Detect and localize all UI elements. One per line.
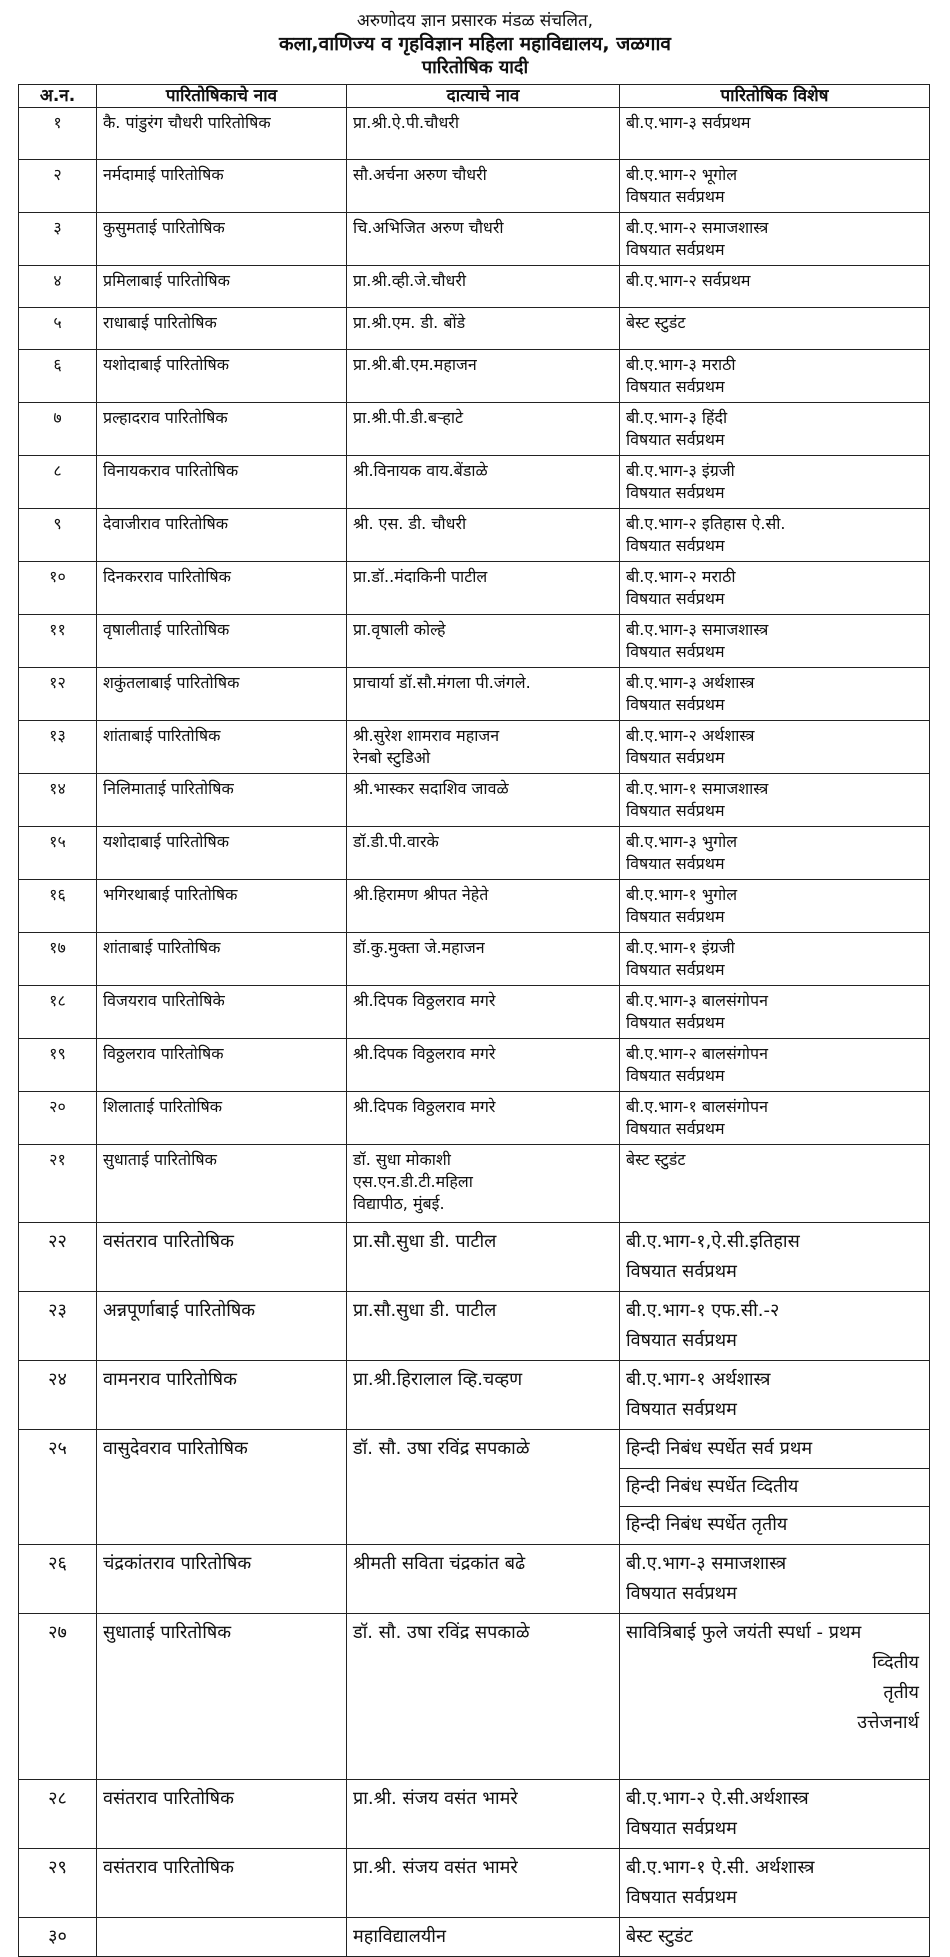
detail-line: बी.ए.भाग-२ सर्वप्रथम bbox=[626, 271, 751, 290]
prize-detail bbox=[620, 1918, 930, 1957]
donor-line: डॉ. सौ. उषा रविंद्र सपकाळे bbox=[353, 1622, 530, 1643]
col-header-prize-name: पारितोषिकाचे नाव bbox=[97, 85, 347, 108]
donor-name bbox=[347, 562, 620, 615]
table-row bbox=[19, 350, 930, 403]
detail-line: बी.ए.भाग-३ अर्थशास्त्र bbox=[626, 673, 755, 692]
prize-name: वामनराव पारितोषिक bbox=[97, 1361, 347, 1430]
serial-number: १५ bbox=[19, 827, 97, 880]
donor-name bbox=[347, 1614, 620, 1780]
prize-name: वसंतराव पारितोषिक bbox=[97, 1849, 347, 1918]
prize-name: वसंतराव पारितोषिक bbox=[97, 1780, 347, 1849]
prize-name: वासुदेवराव पारितोषिक bbox=[97, 1430, 347, 1545]
detail-line: विषयात सर्वप्रथम bbox=[626, 483, 725, 502]
prize-detail bbox=[620, 456, 930, 509]
donor-line: श्री.दिपक विठ्ठलराव मगरे bbox=[353, 991, 496, 1010]
prize-detail bbox=[620, 266, 930, 308]
detail-line: बी.ए.भाग-२ अर्थशास्त्र bbox=[626, 726, 755, 745]
donor-name bbox=[347, 403, 620, 456]
serial-number: २ bbox=[19, 160, 97, 213]
table-row bbox=[19, 827, 930, 880]
donor-line: प्रा.श्री.हिरालाल व्हि.चव्हण bbox=[353, 1369, 523, 1390]
prize-detail bbox=[620, 1092, 930, 1145]
detail-line: बी.ए.भाग-१ समाजशास्त्र bbox=[626, 779, 769, 798]
detail-line: तृतीय bbox=[883, 1682, 919, 1703]
table-row bbox=[19, 615, 930, 668]
table-row bbox=[19, 1361, 930, 1430]
prize-detail bbox=[620, 350, 930, 403]
table-body bbox=[19, 108, 930, 1957]
donor-line: डॉ.कु.मुक्ता जे.महाजन bbox=[353, 938, 485, 957]
detail-line: विषयात सर्वप्रथम bbox=[626, 907, 725, 926]
detail-line: बी.ए.भाग-१ ऐ.सी. अर्थशास्त्र bbox=[626, 1857, 815, 1878]
prize-name: यशोदाबाई पारितोषिक bbox=[97, 350, 347, 403]
detail-line: विषयात सर्वप्रथम bbox=[626, 1066, 725, 1085]
detail-line: विषयात सर्वप्रथम bbox=[626, 240, 725, 259]
serial-number: १९ bbox=[19, 1039, 97, 1092]
detail-line: हिन्दी निबंध स्पर्धेत व्दितीय bbox=[620, 1468, 929, 1502]
detail-line: विषयात सर्वप्रथम bbox=[626, 960, 725, 979]
serial-number: १६ bbox=[19, 880, 97, 933]
donor-name bbox=[347, 668, 620, 721]
serial-number: २२ bbox=[19, 1223, 97, 1292]
serial-number: ६ bbox=[19, 350, 97, 403]
prize-detail bbox=[620, 1145, 930, 1223]
donor-line: प्रा.श्री. संजय वसंत भामरे bbox=[353, 1788, 518, 1809]
detail-line: विषयात सर्वप्रथम bbox=[626, 854, 725, 873]
detail-line: बी.ए.भाग-२ बालसंगोपन bbox=[626, 1044, 768, 1063]
donor-line: श्री.विनायक वाय.बेंडाळे bbox=[353, 461, 488, 480]
donor-line: श्री.दिपक विठ्ठलराव मगरे bbox=[353, 1044, 496, 1063]
serial-number: २३ bbox=[19, 1292, 97, 1361]
prize-detail bbox=[620, 1849, 930, 1918]
serial-number: १२ bbox=[19, 668, 97, 721]
table-row bbox=[19, 562, 930, 615]
prize-detail bbox=[620, 562, 930, 615]
donor-name bbox=[347, 213, 620, 266]
donor-line: श्री.भास्कर सदाशिव जावळे bbox=[353, 779, 509, 798]
table-row bbox=[19, 1918, 930, 1957]
serial-number: २९ bbox=[19, 1849, 97, 1918]
detail-line: विषयात सर्वप्रथम bbox=[626, 187, 725, 206]
serial-number: २० bbox=[19, 1092, 97, 1145]
prize-name: चंद्रकांतराव पारितोषिक bbox=[97, 1545, 347, 1614]
detail-line: विषयात सर्वप्रथम bbox=[626, 1330, 737, 1351]
detail-line: बी.ए.भाग-१ बालसंगोपन bbox=[626, 1097, 768, 1116]
donor-line: प्रा.सौ.सुधा डी. पाटील bbox=[353, 1300, 497, 1321]
prize-name: निलिमाताई पारितोषिक bbox=[97, 774, 347, 827]
detail-line: बेस्ट स्टुडंट bbox=[626, 313, 686, 332]
serial-number: २१ bbox=[19, 1145, 97, 1223]
college-name: कला,वाणिज्य व गृहविज्ञान महिला महाविद्यालय, जळगाव bbox=[279, 33, 671, 55]
donor-line: श्री.सुरेश शामराव महाजन bbox=[353, 726, 500, 745]
detail-line: बी.ए.भाग-१,ऐ.सी.इतिहास bbox=[626, 1231, 800, 1252]
serial-number: २६ bbox=[19, 1545, 97, 1614]
prize-detail bbox=[620, 1430, 930, 1545]
donor-line: प्रा.श्री. संजय वसंत भामरे bbox=[353, 1857, 518, 1878]
table-row bbox=[19, 774, 930, 827]
detail-line: बी.ए.भाग-१ भुगोल bbox=[626, 885, 738, 904]
table-row bbox=[19, 213, 930, 266]
donor-name bbox=[347, 1092, 620, 1145]
serial-number: ३० bbox=[19, 1918, 97, 1957]
detail-line: बी.ए.भाग-३ हिंदी bbox=[626, 408, 728, 427]
prize-detail bbox=[620, 933, 930, 986]
table-row bbox=[19, 266, 930, 308]
detail-line: सावित्रिबाई फुले जयंती स्पर्धा - प्रथम bbox=[626, 1622, 862, 1643]
prize-name: प्रमिलाबाई पारितोषिक bbox=[97, 266, 347, 308]
donor-name bbox=[347, 160, 620, 213]
detail-line: बी.ए.भाग-३ इंग्रजी bbox=[626, 461, 735, 480]
serial-number: ११ bbox=[19, 615, 97, 668]
table-row bbox=[19, 403, 930, 456]
prize-name: शिलाताई पारितोषिक bbox=[97, 1092, 347, 1145]
prize-name: अन्नपूर्णाबाई पारितोषिक bbox=[97, 1292, 347, 1361]
detail-line: बी.ए.भाग-१ इंग्रजी bbox=[626, 938, 735, 957]
donor-line: चि.अभिजित अरुण चौधरी bbox=[353, 218, 504, 237]
serial-number: २५ bbox=[19, 1430, 97, 1545]
prize-name: नर्मदामाई पारितोषिक bbox=[97, 160, 347, 213]
serial-number: १० bbox=[19, 562, 97, 615]
donor-name bbox=[347, 266, 620, 308]
prize-detail bbox=[620, 721, 930, 774]
prize-name: राधाबाई पारितोषिक bbox=[97, 308, 347, 350]
donor-line: सौ.अर्चना अरुण चौधरी bbox=[353, 165, 487, 184]
detail-line: बी.ए.भाग-३ समाजशास्त्र bbox=[626, 620, 769, 639]
table-row bbox=[19, 1545, 930, 1614]
prize-detail bbox=[620, 986, 930, 1039]
detail-line: बी.ए.भाग-२ इतिहास ऐ.सी. bbox=[626, 514, 786, 533]
donor-name bbox=[347, 615, 620, 668]
detail-line: बेस्ट स्टुडंट bbox=[626, 1150, 686, 1169]
detail-line: बेस्ट स्टुडंट bbox=[626, 1926, 693, 1947]
detail-line: विषयात सर्वप्रथम bbox=[626, 1261, 737, 1282]
serial-number: ९ bbox=[19, 509, 97, 562]
prize-name bbox=[97, 1918, 347, 1957]
table-row bbox=[19, 1092, 930, 1145]
prize-name: विनायकराव पारितोषिक bbox=[97, 456, 347, 509]
serial-number: १३ bbox=[19, 721, 97, 774]
prize-detail bbox=[620, 668, 930, 721]
detail-line: विषयात सर्वप्रथम bbox=[626, 536, 725, 555]
detail-line: बी.ए.भाग-२ भूगोल bbox=[626, 165, 738, 184]
detail-line: विषयात सर्वप्रथम bbox=[626, 430, 725, 449]
donor-line: प्रा.श्री.पी.डी.बऱ्हाटे bbox=[353, 408, 464, 427]
table-row bbox=[19, 1223, 930, 1292]
prize-name: वसंतराव पारितोषिक bbox=[97, 1223, 347, 1292]
detail-line: विषयात सर्वप्रथम bbox=[626, 1399, 737, 1420]
donor-name bbox=[347, 1430, 620, 1545]
document-header bbox=[0, 0, 950, 79]
prize-detail bbox=[620, 213, 930, 266]
prize-detail bbox=[620, 403, 930, 456]
serial-number: ४ bbox=[19, 266, 97, 308]
prize-detail bbox=[620, 1545, 930, 1614]
col-header-prize-detail: पारितोषिक विशेष bbox=[620, 85, 930, 108]
donor-line: महाविद्यालयीन bbox=[353, 1926, 446, 1947]
serial-number: ५ bbox=[19, 308, 97, 350]
detail-line: बी.ए.भाग-३ बालसंगोपन bbox=[626, 991, 768, 1010]
detail-line: बी.ए.भाग-१ अर्थशास्त्र bbox=[626, 1369, 771, 1390]
prize-name: सुधाताई पारितोषिक bbox=[97, 1145, 347, 1223]
prize-detail bbox=[620, 1039, 930, 1092]
detail-line: विषयात सर्वप्रथम bbox=[626, 589, 725, 608]
detail-line: बी.ए.भाग-३ सर्वप्रथम bbox=[626, 113, 751, 132]
detail-line: बी.ए.भाग-१ एफ.सी.-२ bbox=[626, 1300, 780, 1321]
prize-name: कै. पांडुरंग चौधरी पारितोषिक bbox=[97, 108, 347, 160]
donor-name bbox=[347, 774, 620, 827]
donor-line: श्री. एस. डी. चौधरी bbox=[353, 514, 467, 533]
table-row bbox=[19, 456, 930, 509]
detail-line: बी.ए.भाग-३ समाजशास्त्र bbox=[626, 1553, 787, 1574]
detail-line: विषयात सर्वप्रथम bbox=[626, 695, 725, 714]
prize-detail bbox=[620, 509, 930, 562]
donor-name bbox=[347, 1039, 620, 1092]
donor-line: प्रा.श्री.ऐ.पी.चौधरी bbox=[353, 113, 459, 132]
table-row bbox=[19, 160, 930, 213]
donor-line: प्राचार्या डॉ.सौ.मंगला पी.जंगले. bbox=[353, 673, 531, 692]
detail-line: विषयात सर्वप्रथम bbox=[626, 1887, 737, 1908]
prize-detail bbox=[620, 1361, 930, 1430]
prize-name: यशोदाबाई पारितोषिक bbox=[97, 827, 347, 880]
table-row bbox=[19, 986, 930, 1039]
table-row bbox=[19, 1430, 930, 1545]
donor-line: प्रा.डॉ..मंदाकिनी पाटील bbox=[353, 567, 488, 586]
prize-name: कुसुमताई पारितोषिक bbox=[97, 213, 347, 266]
serial-number: ८ bbox=[19, 456, 97, 509]
table-row bbox=[19, 509, 930, 562]
table-row bbox=[19, 1292, 930, 1361]
donor-name bbox=[347, 1292, 620, 1361]
detail-line: विषयात सर्वप्रथम bbox=[626, 801, 725, 820]
donor-line: श्री.हिरामण श्रीपत नेहेते bbox=[353, 885, 489, 904]
prize-name: शांताबाई पारितोषिक bbox=[97, 933, 347, 986]
table-row bbox=[19, 721, 930, 774]
col-header-serial: अ.न. bbox=[19, 85, 97, 108]
detail-line: विषयात सर्वप्रथम bbox=[626, 1818, 737, 1839]
serial-number: ७ bbox=[19, 403, 97, 456]
donor-line: प्रा.वृषाली कोल्हे bbox=[353, 620, 446, 639]
table-row bbox=[19, 1614, 930, 1780]
serial-number: २७ bbox=[19, 1614, 97, 1780]
page-title: पारितोषिक यादी bbox=[421, 57, 529, 78]
detail-line: हिन्दी निबंध स्पर्धेत तृतीय bbox=[620, 1506, 929, 1540]
prize-name: वृषालीताई पारितोषिक bbox=[97, 615, 347, 668]
donor-name bbox=[347, 308, 620, 350]
detail-line: बी.ए.भाग-२ मराठी bbox=[626, 567, 736, 586]
table-row bbox=[19, 108, 930, 160]
donor-line: प्रा.सौ.सुधा डी. पाटील bbox=[353, 1231, 497, 1252]
prize-name: प्रल्हादराव पारितोषिक bbox=[97, 403, 347, 456]
prize-detail bbox=[620, 615, 930, 668]
donor-name bbox=[347, 933, 620, 986]
donor-name bbox=[347, 1545, 620, 1614]
donor-line: प्रा.श्री.व्ही.जे.चौधरी bbox=[353, 271, 467, 290]
detail-line: विषयात सर्वप्रथम bbox=[626, 1119, 725, 1138]
prize-name: दिनकरराव पारितोषिक bbox=[97, 562, 347, 615]
donor-name bbox=[347, 509, 620, 562]
prize-detail bbox=[620, 880, 930, 933]
organization-line: अरुणोदय ज्ञान प्रसारक मंडळ संचलित, bbox=[356, 11, 594, 31]
detail-line: विषयात सर्वप्रथम bbox=[626, 1583, 737, 1604]
prize-name: शांताबाई पारितोषिक bbox=[97, 721, 347, 774]
donor-line: प्रा.श्री.बी.एम.महाजन bbox=[353, 355, 477, 374]
prize-detail bbox=[620, 827, 930, 880]
donor-line: डॉ. सौ. उषा रविंद्र सपकाळे bbox=[353, 1438, 530, 1459]
table-header-row bbox=[19, 85, 930, 108]
prize-detail bbox=[620, 308, 930, 350]
prize-detail bbox=[620, 774, 930, 827]
prize-detail bbox=[620, 160, 930, 213]
serial-number: १ bbox=[19, 108, 97, 160]
donor-line: रेनबो स्टुडिओ bbox=[353, 748, 431, 767]
donor-name bbox=[347, 1361, 620, 1430]
col-header-donor-name: दात्याचे नाव bbox=[347, 85, 620, 108]
detail-line: विषयात सर्वप्रथम bbox=[626, 748, 725, 767]
donor-name bbox=[347, 1780, 620, 1849]
table-row bbox=[19, 1039, 930, 1092]
donor-line: श्री.दिपक विठ्ठलराव मगरे bbox=[353, 1097, 496, 1116]
detail-line: बी.ए.भाग-२ समाजशास्त्र bbox=[626, 218, 769, 237]
donor-name bbox=[347, 1223, 620, 1292]
prize-detail bbox=[620, 108, 930, 160]
table-row bbox=[19, 1145, 930, 1223]
prize-name: देवाजीराव पारितोषिक bbox=[97, 509, 347, 562]
donor-name bbox=[347, 108, 620, 160]
prize-name: सुधाताई पारितोषिक bbox=[97, 1614, 347, 1780]
prize-table bbox=[18, 84, 930, 1957]
serial-number: २८ bbox=[19, 1780, 97, 1849]
donor-name bbox=[347, 1849, 620, 1918]
detail-line: व्दितीय bbox=[872, 1652, 919, 1673]
prize-detail bbox=[620, 1292, 930, 1361]
detail-line: उत्तेजनार्थ bbox=[857, 1712, 919, 1733]
table-row bbox=[19, 880, 930, 933]
donor-line: डॉ.डी.पी.वारके bbox=[353, 832, 439, 851]
donor-line: डॉ. सुधा मोकाशी bbox=[353, 1150, 451, 1169]
table-row bbox=[19, 308, 930, 350]
table-row bbox=[19, 668, 930, 721]
detail-line: विषयात सर्वप्रथम bbox=[626, 1013, 725, 1032]
prize-name: भगिरथाबाई पारितोषिक bbox=[97, 880, 347, 933]
table-row bbox=[19, 1849, 930, 1918]
table-row bbox=[19, 933, 930, 986]
detail-line: विषयात सर्वप्रथम bbox=[626, 377, 725, 396]
detail-line: बी.ए.भाग-३ भुगोल bbox=[626, 832, 738, 851]
detail-line: बी.ए.भाग-२ ऐ.सी.अर्थशास्त्र bbox=[626, 1788, 809, 1809]
detail-line: हिन्दी निबंध स्पर्धेत सर्व प्रथम bbox=[626, 1438, 813, 1459]
donor-name bbox=[347, 350, 620, 403]
donor-line: प्रा.श्री.एम. डी. बोंडे bbox=[353, 313, 466, 332]
prize-name: विजयराव पारितोषिके bbox=[97, 986, 347, 1039]
prize-detail bbox=[620, 1614, 930, 1780]
donor-name bbox=[347, 1145, 620, 1223]
serial-number: १८ bbox=[19, 986, 97, 1039]
donor-line: श्रीमती सविता चंद्रकांत बढे bbox=[353, 1553, 526, 1574]
donor-name bbox=[347, 986, 620, 1039]
serial-number: २४ bbox=[19, 1361, 97, 1430]
donor-line: एस.एन.डी.टी.महिला bbox=[353, 1172, 473, 1191]
donor-name bbox=[347, 721, 620, 774]
detail-line: विषयात सर्वप्रथम bbox=[626, 642, 725, 661]
prize-name: शकुंतलाबाई पारितोषिक bbox=[97, 668, 347, 721]
serial-number: ३ bbox=[19, 213, 97, 266]
donor-name bbox=[347, 880, 620, 933]
serial-number: १७ bbox=[19, 933, 97, 986]
serial-number: १४ bbox=[19, 774, 97, 827]
detail-line: बी.ए.भाग-३ मराठी bbox=[626, 355, 736, 374]
donor-name bbox=[347, 456, 620, 509]
donor-name bbox=[347, 1918, 620, 1957]
prize-name: विठ्ठलराव पारितोषिक bbox=[97, 1039, 347, 1092]
prize-detail bbox=[620, 1223, 930, 1292]
table-row bbox=[19, 1780, 930, 1849]
donor-name bbox=[347, 827, 620, 880]
donor-line: विद्यापीठ, मुंबई. bbox=[353, 1194, 445, 1213]
prize-detail bbox=[620, 1780, 930, 1849]
